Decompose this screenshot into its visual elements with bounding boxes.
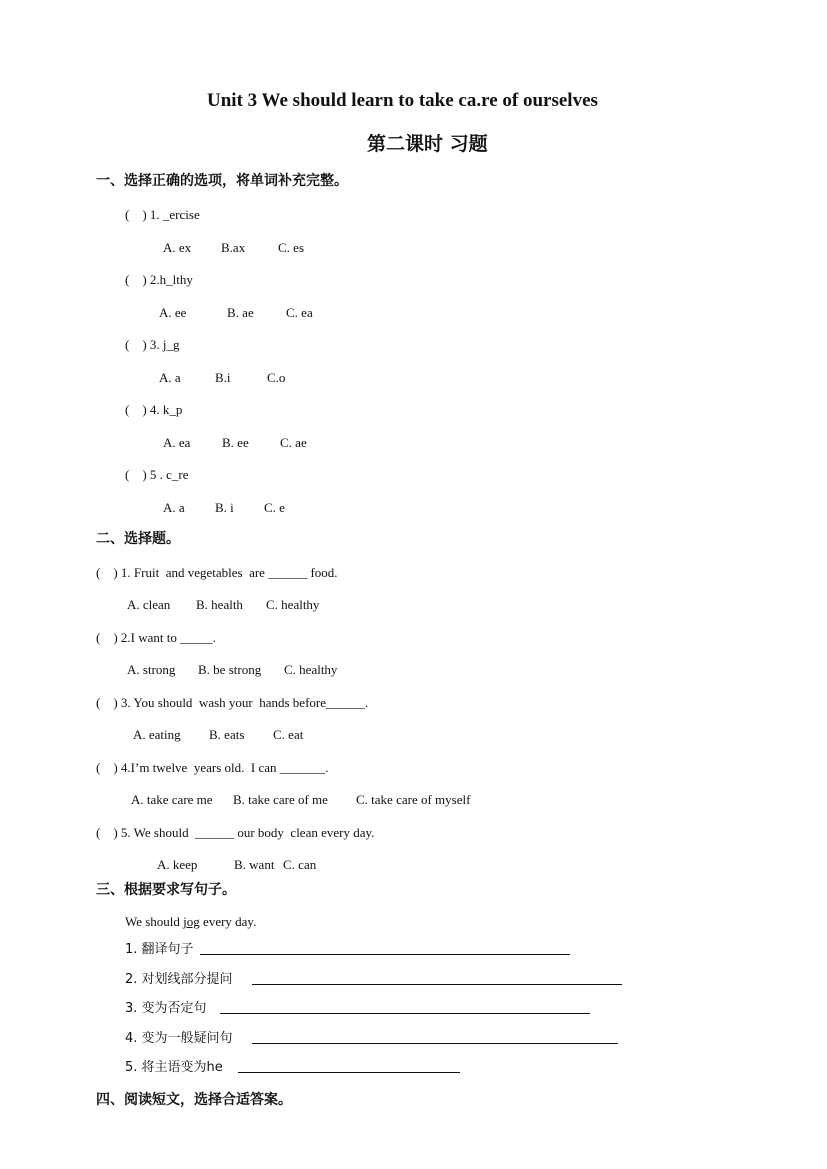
answer-option: C. ea [286,305,313,320]
answer-option: A. clean [127,597,171,612]
answer-option: B. take care of me [233,792,328,807]
sentence-text: every day. [199,914,257,929]
section-3-heading: 三、根据要求写句子。 [96,882,236,898]
question-stem: ( ) 4. k_p [125,402,183,417]
answer-option: C. e [264,500,285,515]
answer-option: C. can [283,857,317,872]
answer-option: C. healthy [284,662,338,677]
question-stem: ( ) 3. j_g [125,337,180,352]
answer-option: C. es [278,240,304,255]
answer-option: A. ea [163,435,191,450]
answer-option: B.ax [221,240,246,255]
question-stem: ( ) 5 . c_re [125,467,189,482]
answer-option: C.o [267,370,286,385]
answer-option: A. take care me [131,792,213,807]
answer-option: A. keep [157,857,198,872]
task-label: 4. 变为一般疑问句 [125,1030,233,1046]
question-stem: ( ) 4.I’m twelve years old. I can _______. [96,760,329,775]
underlined-word: jog [183,914,200,929]
answer-option: A. a [163,500,185,515]
answer-line[interactable] [252,972,622,985]
question-stem: ( ) 5. We should ______ our body clean every day. [96,825,375,840]
question-stem: ( ) 2.h_lthy [125,272,193,287]
answer-option: A. ee [159,305,187,320]
answer-line[interactable] [200,942,570,955]
answer-option: A. ex [163,240,192,255]
answer-option: B. ee [222,435,249,450]
answer-option: C. ae [280,435,307,450]
question-stem: ( ) 1. Fruit and vegetables are ______ food. [96,565,338,580]
task-label: 5. 将主语变为he [125,1060,223,1075]
answer-option: B. health [196,597,243,612]
answer-option: A. strong [127,662,176,677]
answer-option: B. ae [227,305,254,320]
answer-line[interactable] [252,1031,618,1044]
answer-option: A. eating [133,727,181,742]
answer-option: B. be strong [198,662,262,677]
answer-option: C. eat [273,727,304,742]
task-label: 3. 变为否定句 [125,1001,207,1016]
page-subtitle: 第二课时 习题 [367,133,488,155]
answer-option: A. a [159,370,181,385]
task-label: 1. 翻译句子 [125,942,194,957]
answer-line[interactable] [238,1060,460,1073]
question-stem: ( ) 3. You should wash your hands before______. [96,695,369,710]
answer-option: B. i [215,500,234,515]
answer-option: B. eats [209,727,245,742]
section-1-heading: 一、选择正确的选项，将单词补充完整。 [96,173,348,189]
section-2-heading: 二、选择题。 [96,531,180,547]
page-title: Unit 3 We should learn to take ca.re of ourselves [207,90,598,111]
source-sentence [125,914,256,930]
question-stem: ( ) 2.I want to _____. [96,630,216,645]
answer-line[interactable] [220,1001,590,1014]
answer-option: B.i [215,370,231,385]
answer-option: C. take care of myself [356,792,471,807]
answer-option: B. want [234,857,275,872]
answer-option: C. healthy [266,597,320,612]
question-stem: ( ) 1. _ercise [125,207,200,222]
task-label: 2. 对划线部分提问 [125,971,233,987]
sentence-text: We should [125,914,184,929]
section-4-heading: 四、阅读短文，选择合适答案。 [96,1092,292,1108]
